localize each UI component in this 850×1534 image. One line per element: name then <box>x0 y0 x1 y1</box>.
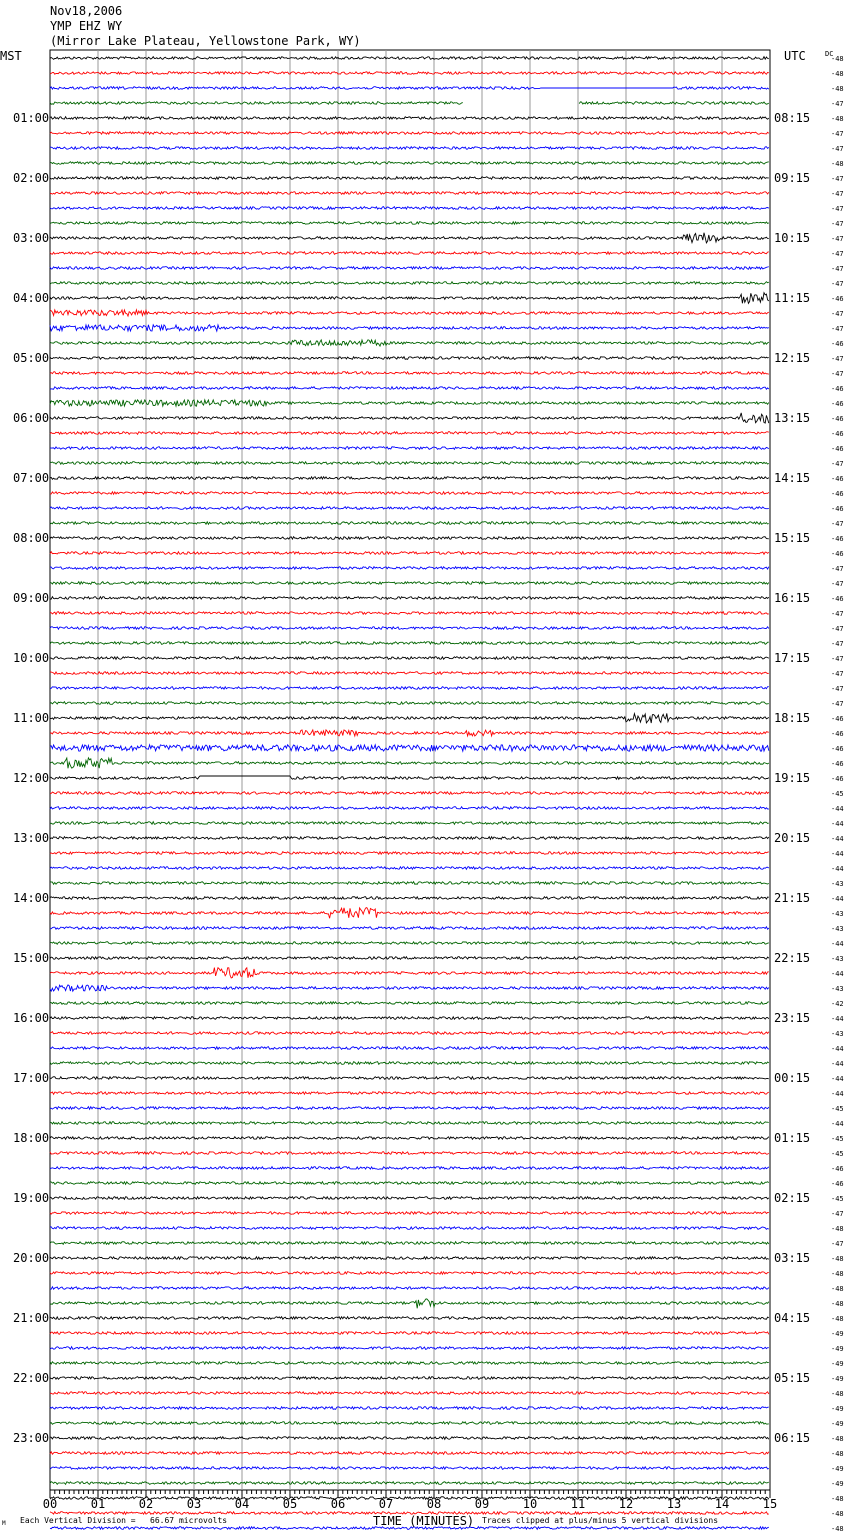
dc-offset-value: -48 <box>831 1495 844 1503</box>
dc-offset-value: -44 <box>831 865 844 873</box>
hour-label-utc: 02:15 <box>774 1191 811 1205</box>
dc-offset-value: -47 <box>831 280 844 288</box>
x-tick-label: 09 <box>474 1497 490 1511</box>
x-tick-label: 03 <box>186 1497 202 1511</box>
seismic-trace <box>50 1437 769 1440</box>
dc-offset-value: -47 <box>831 220 844 228</box>
dc-offset-value: -44 <box>831 1090 844 1098</box>
dc-offset-value: -47 <box>831 460 844 468</box>
dc-offset-value: -46 <box>831 760 844 768</box>
seismic-trace <box>50 792 769 795</box>
hour-label-mst: 09:00 <box>13 591 50 605</box>
x-tick-label: 05 <box>282 1497 298 1511</box>
seismic-trace <box>50 852 769 855</box>
x-tick-label: 01 <box>90 1497 106 1511</box>
seismic-trace <box>50 87 769 90</box>
hour-label-utc: 22:15 <box>774 951 811 965</box>
seismic-trace <box>50 657 769 660</box>
seismic-trace <box>50 1287 769 1290</box>
hour-label-utc: 01:15 <box>774 1131 811 1145</box>
dc-offset-value: -46 <box>831 730 844 738</box>
dc-offset-value: -48 <box>831 1270 844 1278</box>
utc-labels <box>774 111 810 1445</box>
seismic-trace <box>50 462 769 465</box>
hour-label-utc: 05:15 <box>774 1371 811 1385</box>
seismic-trace <box>50 1272 769 1275</box>
hour-label-mst: 23:00 <box>13 1431 50 1445</box>
seismic-trace <box>50 627 769 630</box>
seismic-trace <box>50 1467 769 1470</box>
header-location: (Mirror Lake Plateau, Yellowstone Park, WY) <box>50 34 361 48</box>
trace-group <box>50 57 769 1534</box>
hour-label-mst: 20:00 <box>13 1251 50 1265</box>
dc-offset-value: -48 <box>831 115 844 123</box>
dc-offset-value: -45 <box>831 790 844 798</box>
hour-label-mst: 07:00 <box>13 471 50 485</box>
hour-label-utc: 21:15 <box>774 891 811 905</box>
seismic-trace <box>50 1062 769 1065</box>
dc-offset-value: -46 <box>831 430 844 438</box>
dc-offset-value: -48 <box>831 1390 844 1398</box>
hour-label-mst: 01:00 <box>13 111 50 125</box>
mst-labels <box>13 111 49 1445</box>
seismic-trace <box>50 1242 769 1245</box>
dc-offset-value: -48 <box>831 1450 844 1458</box>
dc-offset-value: -47 <box>831 1240 844 1248</box>
seismic-trace <box>50 72 769 75</box>
dc-offset-value: -44 <box>831 820 844 828</box>
seismic-trace <box>50 310 769 316</box>
hour-label-mst: 19:00 <box>13 1191 50 1205</box>
dc-offset-value: -46 <box>831 1165 844 1173</box>
hour-label-utc: 08:15 <box>774 111 811 125</box>
seismic-trace <box>50 537 769 540</box>
seismic-trace <box>50 1092 769 1095</box>
seismic-trace <box>50 822 769 825</box>
seismic-trace <box>50 807 769 810</box>
hour-label-mst: 17:00 <box>13 1071 50 1085</box>
dc-offset-value: -46 <box>831 295 844 303</box>
hour-label-mst: 21:00 <box>13 1311 50 1325</box>
header-date: Nov18,2006 <box>50 4 123 18</box>
x-tick-label: 04 <box>234 1497 250 1511</box>
seismic-trace <box>50 1317 769 1320</box>
dc-offset-value: -48 <box>831 1225 844 1233</box>
hour-label-utc: 18:15 <box>774 711 811 725</box>
dc-offset-value: -44 <box>831 970 844 978</box>
dc-offset-value: -47 <box>831 565 844 573</box>
seismic-trace <box>50 522 769 525</box>
hour-label-utc: 23:15 <box>774 1011 811 1025</box>
dc-offset-value: -44 <box>831 1120 844 1128</box>
hour-label-mst: 16:00 <box>13 1011 50 1025</box>
seismic-trace <box>50 325 769 331</box>
hour-label-mst: 04:00 <box>13 291 50 305</box>
dc-offset-value: -47 <box>831 190 844 198</box>
x-tick-label: 15 <box>762 1497 778 1511</box>
dc-offset-value: -47 <box>831 265 844 273</box>
utc-label: UTC <box>784 49 806 63</box>
seismic-trace <box>50 1452 769 1455</box>
dc-offset-value: -47 <box>831 685 844 693</box>
dc-offset-value: -48 <box>831 1525 844 1533</box>
dc-offset-value: -49 <box>831 1360 844 1368</box>
hour-label-utc: 09:15 <box>774 171 811 185</box>
hour-label-utc: 12:15 <box>774 351 811 365</box>
dc-offset-value: -44 <box>831 895 844 903</box>
seismic-trace <box>50 1257 769 1260</box>
hour-label-utc: 10:15 <box>774 231 811 245</box>
dc-offset-value: -44 <box>831 940 844 948</box>
x-tick-label: 11 <box>570 1497 586 1511</box>
seismic-trace <box>50 1077 769 1080</box>
seismic-trace <box>50 1482 769 1485</box>
hour-label-mst: 10:00 <box>13 651 50 665</box>
seismic-trace <box>50 612 769 615</box>
seismic-trace <box>50 867 769 870</box>
seismic-trace <box>50 597 769 600</box>
dc-offset-value: -46 <box>831 340 844 348</box>
dc-offset-value: -43 <box>831 910 844 918</box>
hour-label-utc: 20:15 <box>774 831 811 845</box>
seismic-trace <box>50 1047 769 1050</box>
hour-label-utc: 03:15 <box>774 1251 811 1265</box>
dc-offset-value: -48 <box>831 1435 844 1443</box>
seismic-trace <box>50 1407 769 1410</box>
hour-label-utc: 00:15 <box>774 1071 811 1085</box>
seismic-trace <box>50 1362 769 1365</box>
hour-label-utc: 04:15 <box>774 1311 811 1325</box>
seismic-trace <box>50 1122 769 1125</box>
hour-label-utc: 19:15 <box>774 771 811 785</box>
seismic-trace <box>50 1347 769 1350</box>
dc-offset-value: -43 <box>831 985 844 993</box>
dc-offset-value: -43 <box>831 955 844 963</box>
seismic-trace <box>50 1182 769 1185</box>
dc-offset-value: -44 <box>831 1045 844 1053</box>
dc-offset-value: -48 <box>831 1255 844 1263</box>
dc-offset-value: -44 <box>831 1075 844 1083</box>
seismic-trace <box>50 942 769 945</box>
seismic-trace <box>50 567 769 570</box>
hour-label-mst: 22:00 <box>13 1371 50 1385</box>
seismic-trace <box>50 492 769 495</box>
dc-offset-value: -48 <box>831 1510 844 1518</box>
seismic-trace <box>50 293 769 304</box>
dc-offset-value: -49 <box>831 1330 844 1338</box>
dc-offset-value: -47 <box>831 670 844 678</box>
seismic-trace <box>50 1002 769 1005</box>
seismic-trace <box>50 267 769 270</box>
dc-offset-value: -44 <box>831 850 844 858</box>
seismic-trace <box>50 1152 769 1155</box>
dc-offset-value: -46 <box>831 745 844 753</box>
seismic-trace <box>50 102 769 105</box>
hour-label-utc: 06:15 <box>774 1431 811 1445</box>
hour-label-mst: 03:00 <box>13 231 50 245</box>
seismic-trace <box>50 282 769 285</box>
seismic-trace <box>50 968 769 978</box>
seismic-trace <box>50 776 769 779</box>
x-tick-label: 06 <box>330 1497 346 1511</box>
dc-offset-value: -45 <box>831 1150 844 1158</box>
mst-label: MST <box>0 49 22 63</box>
x-tick-label: 14 <box>714 1497 730 1511</box>
seismic-trace <box>50 1332 769 1335</box>
dc-offset-value: -48 <box>831 55 844 63</box>
hour-label-mst: 15:00 <box>13 951 50 965</box>
dc-offset-value: -47 <box>831 655 844 663</box>
dc-offset-value: -47 <box>831 640 844 648</box>
dc-offset-value: -47 <box>831 250 844 258</box>
dc-offset-value: -48 <box>831 1300 844 1308</box>
seismic-trace <box>50 1107 769 1110</box>
seismic-trace <box>50 162 769 165</box>
dc-offset-value: -44 <box>831 1060 844 1068</box>
header-station: YMP EHZ WY <box>50 19 123 33</box>
dc-offset-value: -47 <box>831 145 844 153</box>
dc-offset-value: -46 <box>831 1180 844 1188</box>
dc-offset-value: -43 <box>831 880 844 888</box>
seismic-trace <box>50 413 769 423</box>
dc-offset-value: -49 <box>831 1345 844 1353</box>
dc-offset-value: -48 <box>831 85 844 93</box>
dc-offset-value: -46 <box>831 490 844 498</box>
dc-header-label: DC <box>825 50 834 58</box>
hour-label-utc: 15:15 <box>774 531 811 545</box>
dc-offset-value: -49 <box>831 1405 844 1413</box>
hour-label-utc: 13:15 <box>774 411 811 425</box>
dc-offset-value: -49 <box>831 1465 844 1473</box>
dc-offset-value: -43 <box>831 1030 844 1038</box>
seismic-trace <box>50 1227 769 1230</box>
seismic-trace <box>50 1137 769 1140</box>
seismic-trace <box>50 233 769 243</box>
seismic-trace <box>50 1017 769 1020</box>
dc-offset-value: -47 <box>831 610 844 618</box>
x-tick-label: 08 <box>426 1497 442 1511</box>
dc-offset-value: -44 <box>831 835 844 843</box>
hour-label-mst: 06:00 <box>13 411 50 425</box>
dc-offset-value: -46 <box>831 550 844 558</box>
dc-offset-value: -46 <box>831 595 844 603</box>
hour-label-mst: 14:00 <box>13 891 50 905</box>
x-tick-label: 10 <box>522 1497 538 1511</box>
dc-offset-value: -46 <box>831 400 844 408</box>
dc-offset-value: -45 <box>831 1105 844 1113</box>
dc-offset-value: -46 <box>831 505 844 513</box>
dc-offset-value: -46 <box>831 415 844 423</box>
seismic-trace <box>50 340 769 346</box>
hour-label-mst: 02:00 <box>13 171 50 185</box>
dc-offset-value: -47 <box>831 370 844 378</box>
seismic-trace <box>50 745 769 751</box>
seismic-trace <box>50 927 769 930</box>
seismic-trace <box>50 1422 769 1425</box>
seismic-trace <box>50 642 769 645</box>
seismic-trace <box>50 372 769 375</box>
dc-offset-value: -49 <box>831 1420 844 1428</box>
seismic-trace <box>50 117 769 120</box>
dc-offset-value: -45 <box>831 1195 844 1203</box>
x-axis-title: TIME (MINUTES) <box>373 1514 475 1528</box>
hour-label-utc: 14:15 <box>774 471 811 485</box>
seismic-trace <box>50 57 769 60</box>
dc-offset-value: -43 <box>831 925 844 933</box>
seismic-trace <box>50 730 769 736</box>
dc-offset-value: -46 <box>831 445 844 453</box>
dc-offset-value: -46 <box>831 715 844 723</box>
dc-offset-value: -47 <box>831 100 844 108</box>
seismic-trace <box>50 387 769 390</box>
dc-offset-value: -47 <box>831 355 844 363</box>
dc-offset-value: -42 <box>831 1000 844 1008</box>
seismic-trace <box>50 400 769 406</box>
dc-offset-value: -47 <box>831 625 844 633</box>
seismic-trace <box>50 897 769 900</box>
dc-offset-value: -47 <box>831 205 844 213</box>
time-axis <box>43 1490 777 1511</box>
dc-offset-value: -47 <box>831 520 844 528</box>
seismic-trace <box>50 1377 769 1380</box>
seismic-trace <box>50 882 769 885</box>
seismic-trace <box>50 147 769 150</box>
dc-offset-value: -49 <box>831 1480 844 1488</box>
seismic-trace <box>50 207 769 210</box>
hour-label-mst: 12:00 <box>13 771 50 785</box>
seismic-trace <box>50 1197 769 1200</box>
seismic-trace <box>50 1167 769 1170</box>
dc-offset-value: -47 <box>831 310 844 318</box>
x-tick-label: 12 <box>618 1497 634 1511</box>
seismic-trace <box>50 1212 769 1215</box>
seismic-trace <box>50 507 769 510</box>
dc-offset-value: -49 <box>831 1375 844 1383</box>
seismic-trace <box>50 1032 769 1035</box>
seismic-trace <box>50 837 769 840</box>
dc-offset-value: -48 <box>831 70 844 78</box>
seismic-trace <box>50 672 769 675</box>
dc-offset-value: -47 <box>831 130 844 138</box>
seismic-trace <box>50 985 769 991</box>
dc-offset-value: -48 <box>831 1285 844 1293</box>
seismic-trace <box>50 758 769 769</box>
dc-offset-value: -47 <box>831 1210 844 1218</box>
seismic-trace <box>50 192 769 195</box>
seismic-trace <box>50 552 769 555</box>
x-tick-label: 00 <box>42 1497 58 1511</box>
seismic-trace <box>50 713 769 723</box>
hour-label-mst: 18:00 <box>13 1131 50 1145</box>
hour-label-utc: 17:15 <box>774 651 811 665</box>
dc-offset-value: -46 <box>831 535 844 543</box>
hour-label-mst: 05:00 <box>13 351 50 365</box>
hour-label-mst: 13:00 <box>13 831 50 845</box>
hour-label-utc: 11:15 <box>774 291 811 305</box>
dc-offset-value: -46 <box>831 385 844 393</box>
x-tick-label: 13 <box>666 1497 682 1511</box>
dc-offset-value: -47 <box>831 235 844 243</box>
seismic-trace <box>50 1497 769 1500</box>
dc-offset-value: -47 <box>831 580 844 588</box>
scale-note: Each Vertical Division = 66.67 microvolts <box>20 1516 228 1525</box>
hour-label-utc: 16:15 <box>774 591 811 605</box>
dc-offset-value: -47 <box>831 325 844 333</box>
dc-offset-value: -47 <box>831 175 844 183</box>
footer-left-mark: M <box>2 1520 6 1527</box>
seismic-trace <box>50 252 769 255</box>
seismic-trace <box>50 908 769 919</box>
dc-offset-value: -45 <box>831 1135 844 1143</box>
dc-offset-value: -44 <box>831 805 844 813</box>
seismic-trace <box>50 957 769 960</box>
clip-note: Traces clipped at plus/minus 5 vertical divisions <box>482 1516 719 1525</box>
seismic-trace <box>50 357 769 360</box>
hour-label-mst: 11:00 <box>13 711 50 725</box>
dc-labels <box>831 55 844 1534</box>
seismic-trace <box>50 1392 769 1395</box>
seismic-trace <box>50 222 769 225</box>
seismic-trace <box>50 702 769 705</box>
seismic-trace <box>50 582 769 585</box>
seismic-trace <box>50 432 769 435</box>
dc-offset-value: -48 <box>831 160 844 168</box>
hour-label-mst: 08:00 <box>13 531 50 545</box>
x-tick-label: 07 <box>378 1497 394 1511</box>
dc-offset-value: -44 <box>831 1015 844 1023</box>
dc-offset-value: -46 <box>831 775 844 783</box>
x-tick-label: 02 <box>138 1497 154 1511</box>
seismic-trace <box>50 177 769 180</box>
seismic-trace <box>50 132 769 135</box>
seismic-trace <box>50 687 769 690</box>
seismic-trace <box>50 477 769 480</box>
dc-offset-value: -48 <box>831 1315 844 1323</box>
seismic-trace <box>50 1299 769 1308</box>
dc-offset-value: -46 <box>831 475 844 483</box>
dc-offset-value: -47 <box>831 700 844 708</box>
seismic-trace <box>50 447 769 450</box>
